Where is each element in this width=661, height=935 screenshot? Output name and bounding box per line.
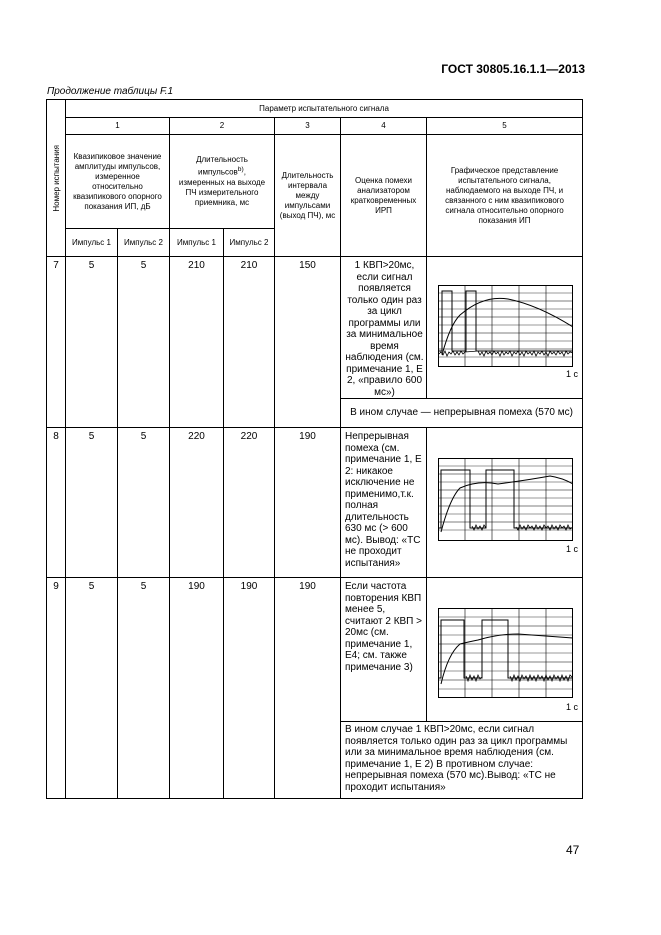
interval: 150 xyxy=(275,257,341,428)
duration-1: 190 xyxy=(170,578,224,799)
oscillogram-7 xyxy=(438,285,573,367)
oscillogram-8 xyxy=(438,458,573,541)
table-row xyxy=(47,578,583,722)
col-number-1: 1 xyxy=(66,118,170,135)
col5-title: Графическое представление испытательного сигнала, наблюдаемого на выходе ПЧ, и связанного с ним квазипикового сигнала относительно опорного показания ИП xyxy=(427,135,583,257)
amplitude-1: 5 xyxy=(66,257,118,428)
graph-cell xyxy=(427,428,583,578)
test-number-label: Номер испытания xyxy=(51,144,61,212)
assessment: 1 КВП>20мс, если сигнал появляется только один раз за цикл программы или за минимальное время наблюдения (см. примечание 1, Е 2, «правило 600 мс») xyxy=(341,257,427,399)
param-header: Параметр испытательного сигнала xyxy=(66,100,583,118)
table-caption: Продолжение таблицы F.1 xyxy=(47,86,174,97)
assessment: Непрерывная помеха (см. примечание 1, Е 2: никакое исключение не применимо,т.к. полная длительность 630 мс (> 600 мс). Вывод: «ТС не проходит испытания» xyxy=(341,428,427,578)
col2-title-text: Длительность импульсов xyxy=(196,155,248,177)
test-number: 8 xyxy=(47,428,66,578)
duration-2: 210 xyxy=(224,257,275,428)
duration-2: 220 xyxy=(224,428,275,578)
otherwise-note: В ином случае — непрерывная помеха (570 мс) xyxy=(341,399,583,428)
col4-title: Оценка помехи анализатором кратковременных ИРП xyxy=(341,135,427,257)
assessment: Если частота повторения КВП менее 5, считают 2 КВП > 20мс (см. примечание 1, Е4; см. также примечание 3) xyxy=(341,578,427,722)
document-code: ГОСТ 30805.16.1.1—2013 xyxy=(441,62,585,76)
graph-cell xyxy=(427,257,583,399)
time-scale-label: 1 с xyxy=(566,369,579,379)
oscillogram-9 xyxy=(438,608,573,698)
amplitude-2: 5 xyxy=(118,578,170,799)
col2-title xyxy=(170,135,275,229)
interval: 190 xyxy=(275,578,341,799)
test-number: 9 xyxy=(47,578,66,799)
impulse1-d-header: Импульс 1 xyxy=(170,229,224,257)
col2-title-rest: , измеренных на выходе ПЧ измерительного приемника, мс xyxy=(178,167,266,207)
time-scale-label: 1 с xyxy=(566,544,579,554)
duration-1: 220 xyxy=(170,428,224,578)
col-number-5: 5 xyxy=(427,118,583,135)
duration-2: 190 xyxy=(224,578,275,799)
col-number-2: 2 xyxy=(170,118,275,135)
col1-title: Квазипиковое значение амплитуды импульсов, измеренное относительно квазипикового опорного показания ИП, дБ xyxy=(66,135,170,229)
col3-title: Длительность интервала между импульсами (выход ПЧ), мс xyxy=(275,135,341,257)
col-number-4: 4 xyxy=(341,118,427,135)
interval: 190 xyxy=(275,428,341,578)
time-scale-label: 1 с xyxy=(566,702,579,712)
duration-1: 210 xyxy=(170,257,224,428)
test-table xyxy=(46,99,583,799)
table-row xyxy=(47,428,583,578)
col-number-3: 3 xyxy=(275,118,341,135)
page-number: 47 xyxy=(566,843,580,857)
amplitude-2: 5 xyxy=(118,428,170,578)
col2-footnote-mark: b) xyxy=(237,166,244,174)
test-number-header xyxy=(47,100,66,257)
graph-cell xyxy=(427,578,583,722)
impulse1-a-header: Импульс 1 xyxy=(66,229,118,257)
impulse2-d-header: Импульс 2 xyxy=(224,229,275,257)
impulse2-a-header: Импульс 2 xyxy=(118,229,170,257)
amplitude-1: 5 xyxy=(66,578,118,799)
table-row xyxy=(47,257,583,399)
amplitude-1: 5 xyxy=(66,428,118,578)
amplitude-2: 5 xyxy=(118,257,170,428)
test-number: 7 xyxy=(47,257,66,428)
otherwise-note: В ином случае 1 КВП>20мс, если сигнал появляется только один раз за цикл программы или за минимальное время наблюдения (см. примечание 1, Е 2) В противном случае: непрерывная помеха (570 мс).Вывод: «ТС не проходит испытания» xyxy=(341,722,583,799)
